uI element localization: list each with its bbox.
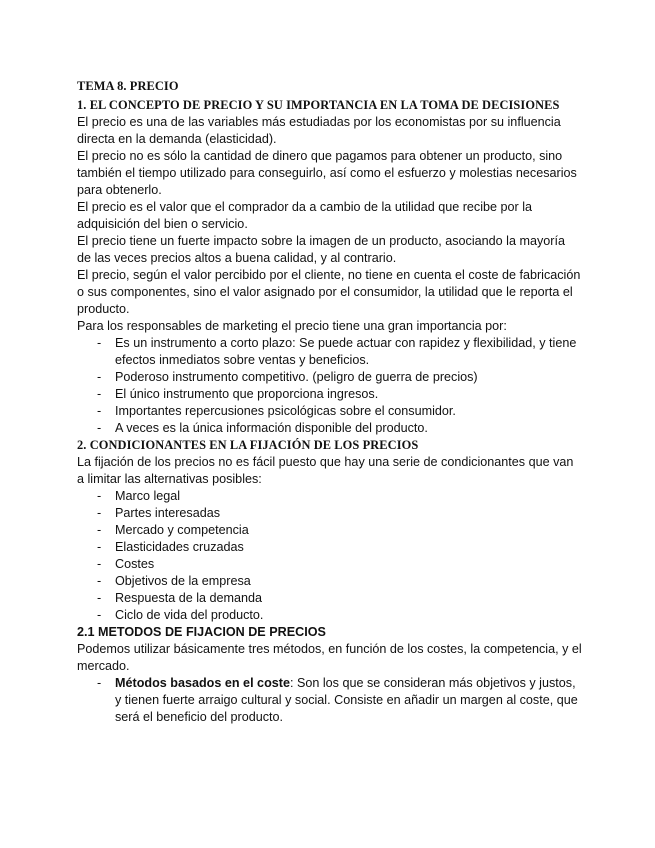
list-item-text: Costes (115, 557, 155, 571)
bullet-dash: - (97, 540, 102, 554)
bullet-dash: - (97, 387, 102, 401)
list-item-text: Es un instrumento a corto plazo: Se puede actuar con rapidez y flexibilidad, y tiene efectos inmediatos sobre ventas y beneficios. (115, 336, 577, 367)
bullet-dash: - (97, 336, 102, 350)
list-item-text: Respuesta de la demanda (115, 591, 263, 605)
bullet-dash: - (97, 676, 102, 690)
section-1-heading: 1. EL CONCEPTO DE PRECIO Y SU IMPORTANCIA EN LA TOMA DE DECISIONES (77, 98, 560, 112)
bullet-dash: - (97, 489, 102, 503)
bullet-list (77, 675, 582, 726)
bullet-list (77, 488, 582, 624)
list-item-text: Importantes repercusiones psicológicas sobre el consumidor. (115, 404, 456, 418)
paragraph: Para los responsables de marketing el precio tiene una gran importancia por: (77, 319, 507, 333)
list-item-bold-lead: Métodos basados en el coste (115, 676, 290, 690)
bullet-dash: - (97, 608, 102, 622)
paragraph: La fijación de los precios no es fácil puesto que hay una serie de condicionantes que van a limitar las alternativas posibles: (77, 455, 574, 486)
list-item-text: Poderoso instrumento competitivo. (peligro de guerra de precios) (115, 370, 478, 384)
paragraph: El precio tiene un fuerte impacto sobre la imagen de un producto, asociando la mayoría de las veces precios altos a buena calidad, y al contrario. (77, 234, 565, 265)
paragraph: El precio no es sólo la cantidad de dinero que pagamos para obtener un producto, sino también el tiempo utilizado para conseguirlo, así como el esfuerzo y molestias necesarios para obtenerlo. (77, 149, 577, 197)
list-item (77, 335, 582, 369)
section-2-1-heading: 2.1 METODOS DE FIJACION DE PRECIOS (77, 625, 326, 639)
list-item (77, 386, 582, 403)
document-title: TEMA 8. PRECIO (77, 79, 179, 93)
section-2-heading: 2. CONDICIONANTES EN LA FIJACIÓN DE LOS PRECIOS (77, 438, 419, 452)
list-item (77, 590, 582, 607)
list-item-text: Elasticidades cruzadas (115, 540, 244, 554)
list-item (77, 675, 582, 726)
bullet-dash: - (97, 506, 102, 520)
list-item-text: El único instrumento que proporciona ingresos. (115, 387, 379, 401)
list-item (77, 369, 582, 386)
bullet-dash: - (97, 574, 102, 588)
paragraph: Podemos utilizar básicamente tres métodos, en función de los costes, la competencia, y el mercado. (77, 642, 582, 673)
paragraph: El precio es el valor que el comprador da a cambio de la utilidad que recibe por la adquisición del bien o servicio. (77, 200, 533, 231)
paragraph: El precio es una de las variables más estudiadas por los economistas por su influencia directa en la demanda (elasticidad). (77, 115, 561, 146)
list-item (77, 522, 582, 539)
paragraph: El precio, según el valor percibido por el cliente, no tiene en cuenta el coste de fabricación o sus componentes, sino el valor asignado por el consumidor, la utilidad que le reporta el producto. (77, 268, 581, 316)
bullet-dash: - (97, 557, 102, 571)
list-item (77, 539, 582, 556)
list-item-text: Marco legal (115, 489, 181, 503)
list-item-text: Objetivos de la empresa (115, 574, 251, 588)
list-item-text: A veces es la única información disponible del producto. (115, 421, 428, 435)
list-item (77, 607, 582, 624)
bullet-dash: - (97, 370, 102, 384)
list-item (77, 556, 582, 573)
list-item-text: Partes interesadas (115, 506, 221, 520)
list-item (77, 420, 582, 437)
bullet-dash: - (97, 421, 102, 435)
list-item-text: : Son los que se consideran más objetivos y justos, y tienen fuerte arraigo cultural y social. Consiste en añadir un margen al coste, que será el beneficio del producto. (115, 676, 578, 724)
list-item (77, 573, 582, 590)
document-page (77, 78, 582, 726)
list-item (77, 403, 582, 420)
list-item (77, 505, 582, 522)
list-item-text: Mercado y competencia (115, 523, 249, 537)
list-item (77, 488, 582, 505)
bullet-dash: - (97, 523, 102, 537)
bullet-list (77, 335, 582, 437)
bullet-dash: - (97, 404, 102, 418)
list-item-text: Ciclo de vida del producto. (115, 608, 264, 622)
bullet-dash: - (97, 591, 102, 605)
